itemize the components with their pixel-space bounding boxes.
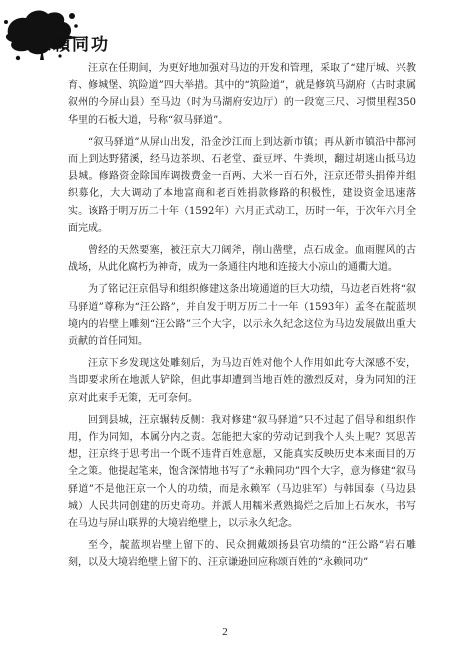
paragraph: 回到县城，汪京辗转反侧：我对修建“叙马驿道”只不过起了倡导和组织作用，作为同知，本属分内之责。怎能把大家的劳动记到我个人头上呢？冥思苦想，汪京终于思考出一个既不违背百姓意愿，又能真实反映历史本来面目的万全之策。他提起笔来，饱含深情地书写了“永赖同功”四个大字，意为修建“叙马驿道”不是他汪京一个人的功绩，而是永赖军（马边驻军）与韩国泰（马边县城）人民共同创建的历史奇功。并派人用糯米煮熟捣烂之后加上石灰水，书写在马边与屏山联界的大境岩绝壁上，以示永久纪念。 — [68, 414, 416, 530]
article-body — [68, 60, 416, 577]
paragraph: 曾经的天然要塞，被汪京大刀阔斧，削山凿壁，点石成金。血雨腥风的古战场，从此化腐朽为神奇，成为一条通往内地和连接大小凉山的通衢大道。 — [68, 245, 416, 274]
paragraph: “叙马驿道”从屏山出发，沿金沙江而上到达新市镇；再从新市镇沿中都河而上到达野猪溪，经马边茶坝、石老堂、蚕豆坪、牛粪坝，翻过胡迷山抵马边县城。修路资金除国库调拨费金一百两、大米一百石外，汪京还带头捐俸并组织募化，大大调动了本地富商和老百姓捐款修路的积极性，建设资金迅速落实。该路于明万历二十年（1592年）六月正式动工，历时一年，于次年六月全面完成。 — [68, 136, 416, 234]
paragraph: 汪京下乡发现这处雕刻后，为马边百姓对他个人作用如此夸大深感不安，当即要求所在地派人铲除，但此事却遭到当地百姓的激烈反对，身为同知的汪京对此束手无策，无可奈何。 — [68, 358, 416, 404]
paragraph: 至今，靛蓝坝岩壁上留下的、民众拥戴颂扬县官功绩的“汪公路”岩石雕刻，以及大境岩绝壁上留下的、汪京谦逊回应称颂百姓的“永赖同功” — [68, 540, 416, 569]
section-title: 永賴同功 — [34, 35, 110, 55]
page-number: 2 — [222, 626, 228, 638]
paragraph: 为了铭记汪京倡导和组织修建这条出境通道的巨大功绩，马边老百姓将“叙马驿道”尊称为“汪公路”，并自发于明万历二十一年（1593年）孟冬在靛蓝坝境内的岩壁上雕刻“汪公路”三个大字，以示永久纪念这位为马边发展做出重大贡献的首任同知。 — [68, 284, 416, 348]
paragraph: 汪京在任期间，为更好地加强对马边的开发和管理，采取了“建厅城、兴教育、修城堡、筑险道”四大举措。其中的“筑险道”，就是修筑马湖府（古时隶属叙州的今屏山县）至马边（时为马湖府安边厅）的一段宽三尺、习惯里程350华里的石板大道，号称“叙马驿道”。 — [68, 63, 416, 126]
